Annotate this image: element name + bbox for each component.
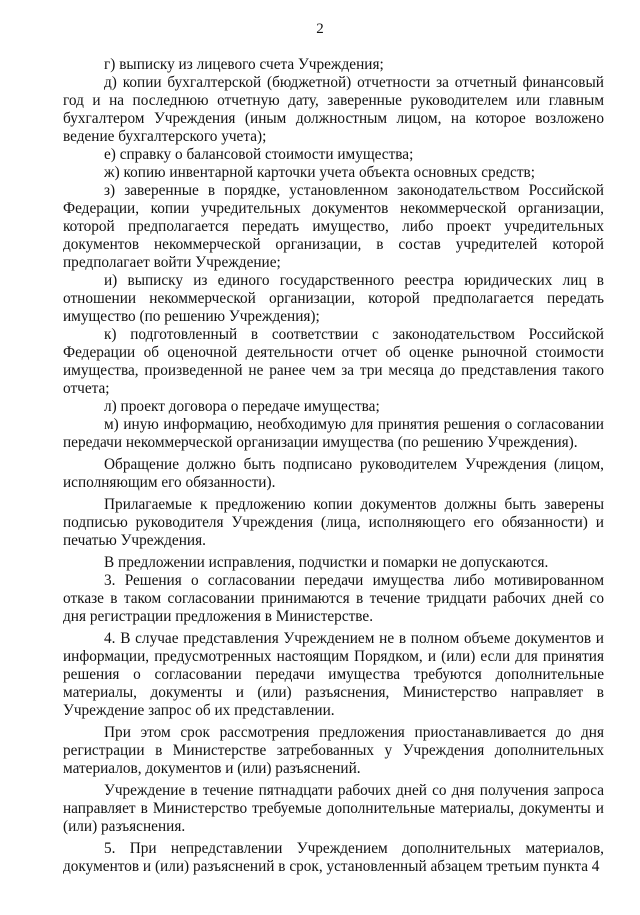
paragraph-item-d: д) копии бухгалтерской (бюджетной) отчетности за отчетный финансовый год и на последнюю отчетную дату, заверенные руководителем или главным бухгалтером Учреждения (иным должностным лицом, на которое возложено ведение бухгалтерского учета); <box>63 74 604 145</box>
paragraph-clause-3: 3. Решения о согласовании передачи имущества либо мотивированном отказе в таком согласовании принимаются в течение тридцати рабочих дней со дня регистрации предложения в Министерстве. <box>63 572 604 625</box>
paragraph-item-l: л) проект договора о передаче имущества; <box>104 398 380 415</box>
paragraph-response-deadline: Учреждение в течение пятнадцати рабочих дней со дня получения запроса направляет в Министерство требуемые дополнительные материалы, документы и (или) разъяснения. <box>63 782 604 835</box>
paragraph-item-e: е) справку о балансовой стоимости имущества; <box>104 146 414 163</box>
paragraph-no-corrections: В предложении исправления, подчистки и помарки не допускаются. <box>104 554 549 571</box>
paragraph-copies-certification: Прилагаемые к предложению копии документов должны быть заверены подписью руководителя Учреждения (лица, исполняющего его обязанности) и печатью Учреждения. <box>63 496 604 549</box>
paragraph-item-zh: ж) копию инвентарной карточки учета объекта основных средств; <box>104 164 536 181</box>
paragraph-item-g: г) выписку из лицевого счета Учреждения; <box>104 56 384 73</box>
paragraph-signature-requirement: Обращение должно быть подписано руководителем Учреждения (лицом, исполняющим его обязанности). <box>63 456 604 491</box>
document-body <box>63 56 604 876</box>
paragraph-clause-4: 4. В случае представления Учреждением не в полном объеме документов и информации, предусмотренных настоящим Порядком, и (или) если для принятия решения о согласовании передачи имущества требуются дополнительные материалы, документы и (или) разъяснения, Министерство направляет в Учреждение запрос об их представлении. <box>63 630 604 719</box>
paragraph-clause-5: 5. При непредставлении Учреждением дополнительных материалов, документов и (или) разъяснений в срок, установленный абзацем третьим пункта 4 <box>63 840 604 875</box>
paragraph-item-z: з) заверенные в порядке, установленном законодательством Российской Федерации, копии учредительных документов некоммерческой организации, которой предполагается передать имущество, либо проект учредительных документов некоммерческой организации, в состав учредителей которой предполагает войти Учреждение; <box>63 182 604 271</box>
paragraph-item-m: м) иную информацию, необходимую для принятия решения о согласовании передачи некоммерческой организации имущества (по решению Учреждения). <box>63 416 604 451</box>
paragraph-item-k: к) подготовленный в соответствии с законодательством Российской Федерации об оценочной деятельности отчет об оценке рыночной стоимости имущества, произведенной не ранее чем за три месяца до представления такого отчета; <box>63 326 604 397</box>
paragraph-term-suspension: При этом срок рассмотрения предложения приостанавливается до дня регистрации в Министерстве затребованных у Учреждения дополнительных материалов, документов и (или) разъяснений. <box>63 724 604 777</box>
paragraph-item-i: и) выписку из единого государственного реестра юридических лиц в отношении некоммерческой организации, которой предполагается передать имущество (по решению Учреждения); <box>63 272 604 325</box>
page-number: 2 <box>316 21 324 37</box>
